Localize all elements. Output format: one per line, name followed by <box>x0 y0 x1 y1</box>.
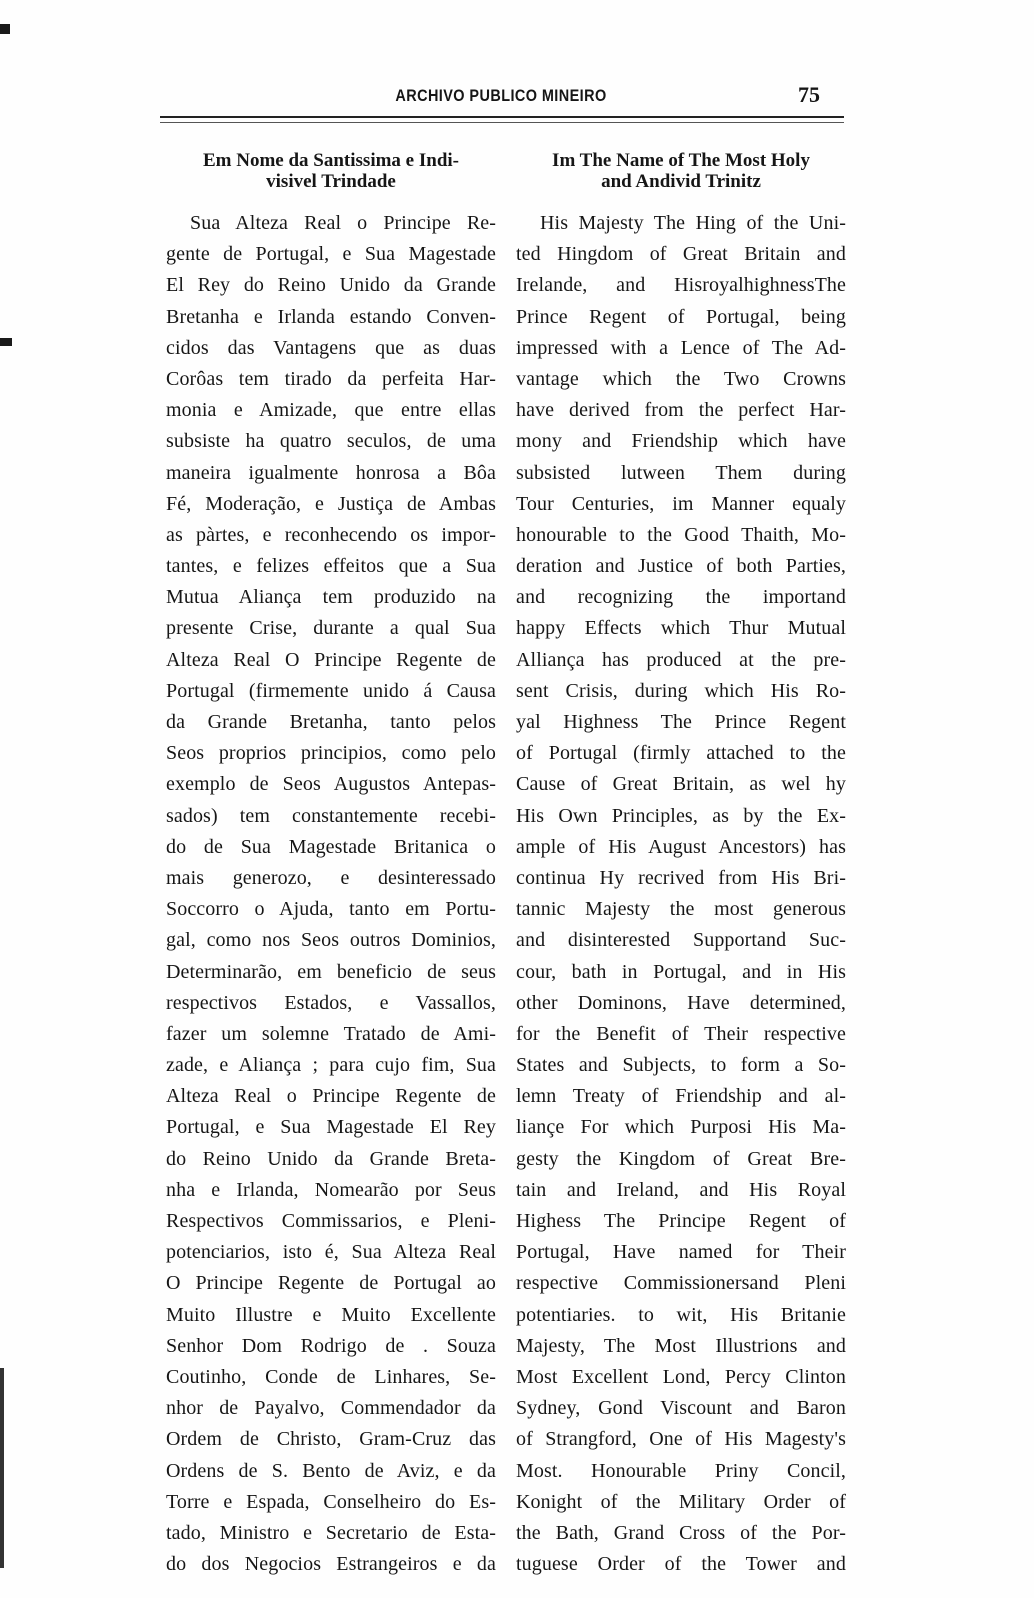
text-line: Konight of the Military Order of <box>516 1490 846 1513</box>
text-line: His Majesty The Hing of the Uni- <box>540 212 846 234</box>
text-line: Fé, Moderação, e Justiça de Ambas <box>166 492 496 515</box>
text-line: sados) tem constantemente recebi- <box>166 804 496 827</box>
text-line: Alliança has produced at the pre- <box>516 648 846 671</box>
text-line: monia e Amizade, que entre ellas <box>166 399 496 422</box>
text-line: maneira igualmente honrosa a Bôa <box>166 461 496 484</box>
text-line: ted Hingdom of Great Britain and <box>516 243 846 266</box>
text-line: happy Effects which Thur Mutual <box>516 617 846 640</box>
text-line: and recognizing the importand <box>516 586 846 609</box>
text-line: the Bath, Grand Cross of the Por- <box>516 1521 846 1544</box>
text-line: El Rey do Reino Unido da Grande <box>166 274 496 297</box>
text-line: Soccorro o Ajuda, tanto em Portu- <box>166 898 496 921</box>
english-heading <box>516 150 846 208</box>
text-line: Alteza Real O Principe Regente de <box>166 648 496 671</box>
text-line: Tour Centuries, im Manner equaly <box>516 492 846 515</box>
text-line: sent Crisis, during which His Ro- <box>516 679 846 702</box>
text-line: mony and Friendship which have <box>516 430 846 453</box>
text-line: other Dominons, Have determined, <box>516 991 846 1014</box>
heading-line: Em Nome da Santissima e Indi- <box>203 150 459 171</box>
heading-line: Im The Name of The Most Holy <box>552 150 810 171</box>
text-line: Seos proprios principios, como pelo <box>166 742 496 765</box>
heading-line: visivel Trindade <box>266 171 396 192</box>
text-line: Torre e Espada, Conselheiro do Es- <box>166 1490 496 1513</box>
text-line: tain and Ireland, and His Royal <box>516 1178 846 1201</box>
page-number: 75 <box>798 82 820 107</box>
text-line: Highess The Principe Regent of <box>516 1210 846 1232</box>
text-line: mais generozo, e desinteressado <box>166 866 496 889</box>
text-line: Sua Alteza Real o Principe Re- <box>190 212 496 234</box>
text-line: honourable to the Good Thaith, Mo- <box>516 523 846 546</box>
text-line: Alteza Real o Principe Regente de <box>166 1085 496 1108</box>
text-line: gesty the Kingdom of Great Bre- <box>516 1147 846 1170</box>
text-line: fazer um solemne Tratado de Ami- <box>166 1022 496 1045</box>
text-line: zade, e Aliança ; para cujo fim, Sua <box>166 1054 496 1077</box>
page-header <box>160 82 842 116</box>
text-line: subsiste ha quatro seculos, de uma <box>166 430 496 453</box>
text-line: presente Crise, durante a qual Sua <box>166 617 496 640</box>
text-line: tantes, e felizes effeitos que a Sua <box>166 555 496 578</box>
text-line: as pàrtes, e reconhecendo os impor- <box>166 523 496 546</box>
english-body <box>516 208 846 1580</box>
text-line: for the Benefit of Their respective <box>516 1022 846 1045</box>
text-line: of Portugal (firmly attached to the <box>516 742 846 765</box>
text-line: Coutinho, Conde de Linhares, Se- <box>166 1365 496 1388</box>
text-line: tannic Majesty the most generous <box>516 898 846 921</box>
text-line: nha e Irlanda, Nomearão por Seus <box>166 1178 496 1201</box>
text-line: Ordens de S. Bento de Aviz, e da <box>166 1459 496 1482</box>
text-line: Respectivos Commissarios, e Pleni- <box>166 1210 496 1232</box>
text-line: Bretanha e Irlanda estando Conven- <box>166 305 496 328</box>
scan-edge-mark-lower <box>0 1368 4 1568</box>
text-line: gente de Portugal, e Sua Magestade <box>166 243 496 266</box>
text-line: exemplo de Seos Augustos Antepas- <box>166 773 496 796</box>
text-line: cour, bath in Portugal, and in His <box>516 960 846 983</box>
header-rule <box>160 116 844 123</box>
text-line: Prince Regent of Portugal, being <box>516 305 846 328</box>
text-line: Cause of Great Britain, as wel hy <box>516 773 846 796</box>
text-line: have derived from the perfect Har- <box>516 399 846 422</box>
text-line: continua Hy recrived from His Bri- <box>516 866 846 889</box>
text-line: Determinarão, em beneficio de seus <box>166 960 496 983</box>
text-line: tuguese Order of the Tower and <box>516 1553 846 1576</box>
text-line: and disinterested Supportand Suc- <box>516 929 846 952</box>
text-line: deration and Justice of both Parties, <box>516 555 846 578</box>
text-line: vantage which the Two Crowns <box>516 367 846 390</box>
text-line: of Strangford, One of His Magesty's <box>516 1428 846 1451</box>
text-line: respectivos Estados, e Vassallos, <box>166 991 496 1014</box>
text-line: Majesty, The Most Illustrions and <box>516 1334 846 1357</box>
text-line: do dos Negocios Estrangeiros e da <box>166 1553 496 1576</box>
text-line: Portugal (firmemente unido á Causa <box>166 679 496 702</box>
text-line: do Reino Unido da Grande Breta- <box>166 1147 496 1170</box>
text-line: Corôas tem tirado da perfeita Har- <box>166 367 496 390</box>
text-line: Senhor Dom Rodrigo de . Souza <box>166 1334 496 1357</box>
text-line: ample of His August Ancestors) has <box>516 835 846 858</box>
english-column <box>516 150 846 1580</box>
text-line: lemn Treaty of Friendship and al- <box>516 1085 846 1108</box>
text-line: Most. Honourable Priny Concil, <box>516 1459 846 1482</box>
portuguese-heading <box>166 150 496 208</box>
text-line: do de Sua Magestade Britanica o <box>166 835 496 858</box>
heading-line: and Andivid Trinitz <box>601 171 761 192</box>
text-line: Irelande, and HisroyalhighnessThe <box>516 274 846 297</box>
text-line: da Grande Bretanha, tanto pelos <box>166 711 496 733</box>
text-line: potenciarios, isto é, Sua Alteza Real <box>166 1241 496 1264</box>
text-line: subsisted lutween Them during <box>516 461 846 484</box>
text-line: potentiaries. to wit, His Britanie <box>516 1303 846 1326</box>
text-line: respective Commissionersand Pleni <box>516 1272 846 1295</box>
text-line: Portugal, Have named for Their <box>516 1241 846 1264</box>
text-line: His Own Principles, as by the Ex- <box>516 804 846 827</box>
scan-edge-mark-top <box>0 24 10 34</box>
text-line: Ordem de Christo, Gram-Cruz das <box>166 1428 496 1451</box>
portuguese-body <box>166 208 496 1580</box>
text-line: gal, como nos Seos outros Dominios, <box>166 929 496 952</box>
text-line: O Principe Regente de Portugal ao <box>166 1272 496 1295</box>
portuguese-column <box>166 150 496 1580</box>
text-line: yal Highness The Prince Regent <box>516 711 846 733</box>
text-line: liançe For which Purposi His Ma- <box>516 1116 846 1139</box>
text-line: nhor de Payalvo, Commendador da <box>166 1397 496 1420</box>
text-line: Mutua Aliança tem produzido na <box>166 586 496 609</box>
text-line: States and Subjects, to form a So- <box>516 1054 846 1077</box>
text-line: impressed with a Lence of The Ad- <box>516 336 846 359</box>
text-line: tado, Ministro e Secretario de Esta- <box>166 1521 496 1544</box>
text-line: Muito Illustre e Muito Excellente <box>166 1303 496 1326</box>
running-title: ARCHIVO PUBLICO MINEIRO <box>395 86 607 105</box>
text-line: Most Excellent Lond, Percy Clinton <box>516 1365 846 1388</box>
text-line: cidos das Vantagens que as duas <box>166 336 496 359</box>
text-line: Portugal, e Sua Magestade El Rey <box>166 1116 496 1139</box>
scan-edge-mark-middle <box>0 338 12 346</box>
text-line: Sydney, Gond Viscount and Baron <box>516 1397 846 1420</box>
